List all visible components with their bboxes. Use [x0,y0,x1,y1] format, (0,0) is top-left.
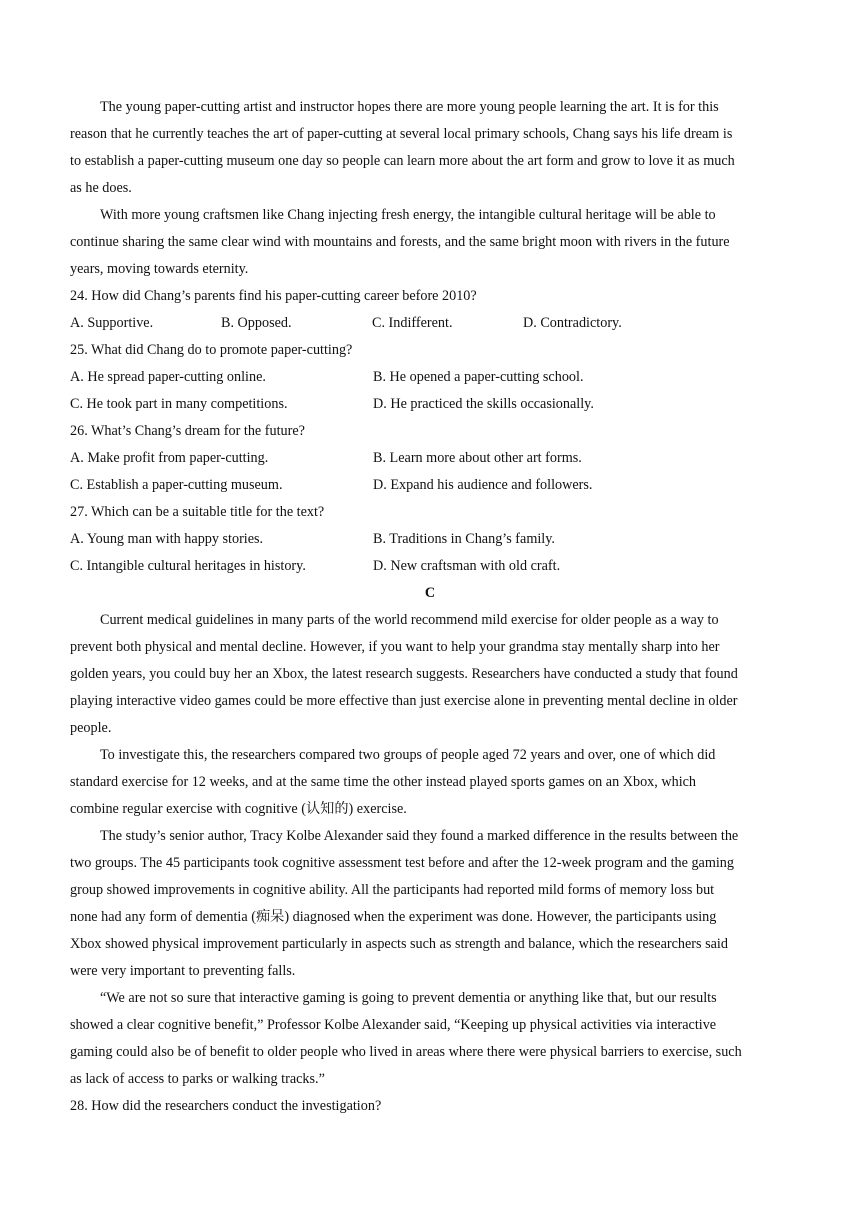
text-line: to establish a paper-cutting museum one day so people can learn more about the art form and grow to love it as much [70,153,735,169]
paragraph [70,823,790,985]
question-24 [70,283,790,337]
text-line: continue sharing the same clear wind with mountains and forests, and the same bright moon with rivers in the future [70,234,730,250]
question-stem: 25. What did Chang do to promote paper-cutting? [70,342,353,358]
option-b: B. Traditions in Chang’s family. [373,531,555,547]
text-line: group showed improvements in cognitive ability. All the participants had reported mild forms of memory loss but [70,882,715,898]
text-line: The study’s senior author, Tracy Kolbe Alexander said they found a marked difference in the results between the [100,828,739,844]
option-b: B. He opened a paper-cutting school. [373,369,584,385]
question-27 [70,499,790,580]
text-line: “We are not so sure that interactive gaming is going to prevent dementia or anything like that, but our results [100,990,717,1006]
text-line: gaming could also be of benefit to older people who lived in areas where there were physical barriers to exercise, such [70,1044,742,1060]
option-c: C. He took part in many competitions. [70,396,288,412]
question-26 [70,418,790,499]
option-b: B. Opposed. [221,315,292,331]
question-stem: 26. What’s Chang’s dream for the future? [70,423,305,439]
option-c: C. Intangible cultural heritages in history. [70,558,306,574]
option-c: C. Establish a paper-cutting museum. [70,477,283,493]
text-line: Xbox showed physical improvement particularly in aspects such as strength and balance, which the researchers said [70,936,728,952]
option-a: A. Supportive. [70,315,154,331]
option-a: A. Make profit from paper-cutting. [70,450,269,466]
text-line: prevent both physical and mental decline. However, if you want to help your grandma stay mentally sharp into her [70,639,720,655]
options-row [70,310,790,337]
option-c: C. Indifferent. [372,315,453,331]
question-stem: 24. How did Chang’s parents find his paper-cutting career before 2010? [70,288,477,304]
text-line: standard exercise for 12 weeks, and at the same time the other instead played sports games on an Xbox, which [70,774,697,790]
paragraph [70,607,790,742]
paragraph [70,94,790,202]
paragraph [70,202,790,283]
text-line: playing interactive video games could be more effective than just exercise alone in preventing mental decline in older [70,693,738,709]
options-row [70,553,790,580]
text-line: as he does. [70,180,132,196]
text-line: Current medical guidelines in many parts of the world recommend mild exercise for older people as a way to [100,612,719,628]
text-line: golden years, you could buy her an Xbox, the latest research suggests. Researchers have conducted a study that found [70,666,738,682]
options-row [70,472,790,499]
text-line: To investigate this, the researchers compared two groups of people aged 72 years and over, one of which did [100,747,716,763]
text-line: years, moving towards eternity. [70,261,249,277]
document-page [70,94,790,1120]
options-row [70,526,790,553]
text-line: With more young craftsmen like Chang injecting fresh energy, the intangible cultural heritage will be able to [100,207,716,223]
text-line: The young paper-cutting artist and instructor hopes there are more young people learning the art. It is for this [100,99,719,115]
question-25 [70,337,790,418]
option-b: B. Learn more about other art forms. [373,450,582,466]
paragraph [70,742,790,823]
option-a: A. Young man with happy stories. [70,531,264,547]
paragraph [70,985,790,1093]
text-line: two groups. The 45 participants took cognitive assessment test before and after the 12-week program and the gaming [70,855,734,871]
option-a: A. He spread paper-cutting online. [70,369,266,385]
text-line: reason that he currently teaches the art of paper-cutting at several local primary schools, Chang says his life dream is [70,126,733,142]
options-row [70,364,790,391]
section-heading: C [424,585,436,601]
option-d: D. New craftsman with old craft. [373,558,561,574]
text-line: were very important to preventing falls. [70,963,296,979]
question-stem: 28. How did the researchers conduct the investigation? [70,1098,382,1114]
option-d: D. He practiced the skills occasionally. [373,396,594,412]
text-line: showed a clear cognitive benefit,” Professor Kolbe Alexander said, “Keeping up physical activities via interactive [70,1017,717,1033]
text-line: people. [70,720,112,736]
options-row [70,445,790,472]
option-d: D. Expand his audience and followers. [373,477,593,493]
text-line: none had any form of dementia (痴呆) diagnosed when the experiment was done. However, the participants using [70,909,717,925]
text-line: as lack of access to parks or walking tracks.” [70,1071,325,1087]
option-d: D. Contradictory. [523,315,622,331]
text-line: combine regular exercise with cognitive (认知的) exercise. [70,801,407,817]
question-stem: 27. Which can be a suitable title for the text? [70,504,325,520]
options-row [70,391,790,418]
